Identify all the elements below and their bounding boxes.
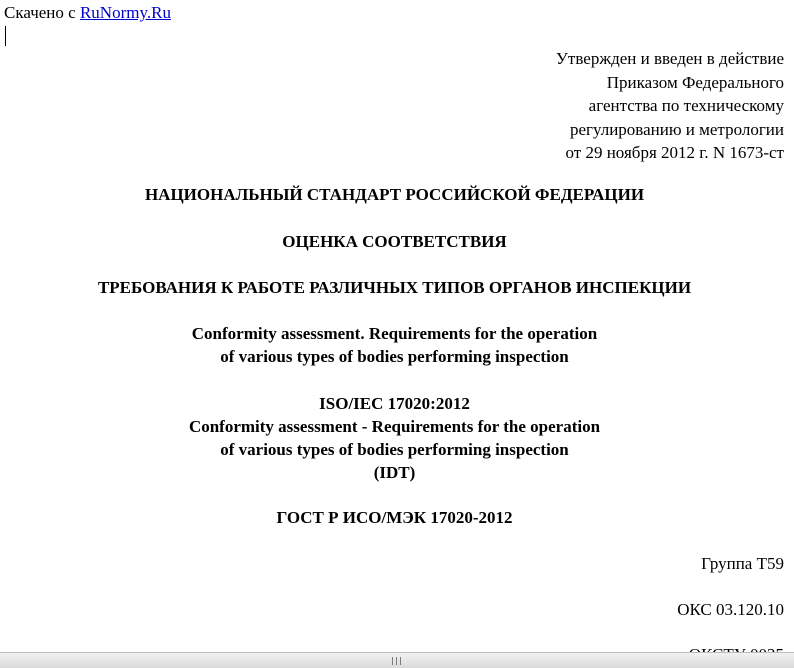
english-title: [0, 322, 789, 368]
english-title-line: of various types of bodies performing inspection: [220, 347, 569, 366]
group-code: Группа Т59: [701, 554, 784, 573]
download-source-prefix: Скачено с: [4, 3, 80, 22]
approval-line: от 29 ноября 2012 г. N 1673-ст: [565, 143, 784, 162]
approval-line: Приказом Федерального: [606, 72, 784, 92]
download-source-line: [4, 3, 171, 23]
text-caret: [5, 26, 6, 46]
approval-block: [556, 47, 784, 165]
iso-reference-line: (IDT): [373, 463, 416, 482]
iso-reference-line: ISO/IEC 17020:2012: [319, 394, 470, 413]
english-title-line: Conformity assessment. Requirements for the operation: [191, 324, 598, 343]
subject-heading: ОЦЕНКА СООТВЕТСТВИЯ: [282, 232, 507, 251]
approval-line: регулированию и метрологии: [569, 119, 784, 139]
gost-designation: ГОСТ Р ИСО/МЭК 17020-2012: [276, 508, 513, 527]
iso-reference-line: of various types of bodies performing inspection: [220, 440, 569, 459]
approval-line: агентства по техническому: [588, 96, 784, 115]
iso-reference: [0, 392, 789, 484]
oks-code: ОКС 03.120.10: [677, 600, 784, 619]
horizontal-scrollbar[interactable]: [0, 652, 794, 668]
runormy-link[interactable]: RuNormy.Ru: [79, 3, 171, 22]
approval-line: Утвержден и введен в действие: [555, 49, 784, 68]
requirements-heading: ТРЕБОВАНИЯ К РАБОТЕ РАЗЛИЧНЫХ ТИПОВ ОРГАНОВ ИНСПЕКЦИИ: [97, 278, 692, 297]
scrollbar-grip-icon[interactable]: [392, 657, 401, 665]
standard-heading: НАЦИОНАЛЬНЫЙ СТАНДАРТ РОССИЙСКОЙ ФЕДЕРАЦИИ: [144, 185, 645, 204]
iso-reference-line: Conformity assessment - Requirements for the operation: [188, 417, 601, 436]
